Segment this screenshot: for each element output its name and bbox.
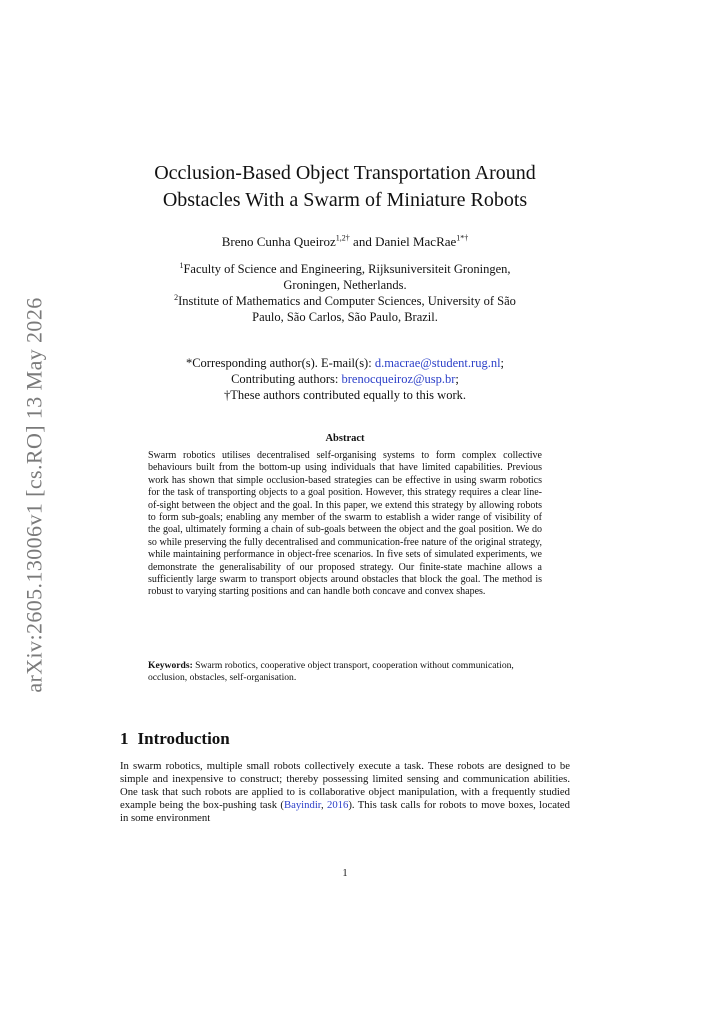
affiliation-1: [120, 261, 570, 293]
equal-contribution-note: †These authors contributed equally to this work.: [224, 388, 466, 402]
abstract-text: Swarm robotics utilises decentralised self-organising systems to form complex collective behaviours built from the bottom-up using individuals that have limited capabilities. Previous work has shown that simple occlusion-based strategies can be effective in using swarm robotics for the task of transporting objects to a goal position. However, this strategy requires a clear line-of-sight between the object and the goal. In this paper, we extend this strategy by allowing robots to form sub-goals; enabling any member of the swarm to establish a wider range of visibility of the goal, ultimately forming a chain of sub-goals between the object and the goal position. We do so while preserving the fully decentralised and communication-free nature of the original strategy, while maintaining performance in object-free scenarios. In five sets of simulated experiments, we demonstrate the generalisability of our proposed strategy. Our finite-state machine allows a sufficiently large swarm to transport objects around obstacles that block the goal. The method is robust to varying starting positions and can handle both concave and convex shapes.: [148, 450, 542, 598]
intro-text-part-2: ). This task calls for robots to move boxes, located in some environment: [120, 798, 571, 824]
correspondence-block: [120, 355, 570, 403]
title-line-2: Obstacles With a Swarm of Miniature Robots: [162, 189, 528, 211]
affiliation-2-number: 2: [174, 292, 179, 302]
corresponding-email-link[interactable]: d.macrae@student.rug.nl: [374, 356, 501, 370]
page-number: 1: [342, 868, 348, 879]
author-1: Breno Cunha Queiroz: [221, 234, 336, 249]
keywords-label: Keywords:: [148, 660, 193, 671]
intro-text-part-1: In swarm robotics, multiple small robots collectively execute a task. These robots are designed to be simple and inexpensive to construct; thereby possessing limited sensing and communication abilities. One task that such robots are applied to is collaborative object manipulation, with a frequently studied example being the box-pushing task (: [120, 760, 570, 811]
author-1-affiliation: 1,2†: [335, 233, 350, 243]
section-number: 1: [120, 729, 129, 748]
corresponding-author: [120, 355, 570, 371]
paper-title: [120, 160, 570, 214]
affiliation-2-line-1: Institute of Mathematics and Computer Sciences, University of São: [178, 294, 516, 308]
citation-author-link[interactable]: Bayindir: [283, 798, 321, 811]
affiliation-1-number: 1: [179, 260, 184, 270]
corresponding-suffix: ;: [500, 356, 505, 370]
contributing-email-link[interactable]: brenocqueiroz@usp.br: [341, 372, 456, 386]
arxiv-identifier-text: arXiv:2605.13006v1 [cs.RO] 13 May 2026: [22, 297, 47, 693]
affiliation-2-line-2: Paulo, São Carlos, São Paulo, Brazil.: [252, 310, 438, 324]
keywords-text: Swarm robotics, cooperative object transport, cooperation without communication, occlusion, obstacles, self-organisation.: [148, 660, 517, 683]
affiliations: [120, 261, 570, 325]
arxiv-identifier: [12, 290, 58, 700]
affiliation-1-line-1: Faculty of Science and Engineering, Rijksuniversiteit Groningen,: [183, 262, 511, 276]
section-title: Introduction: [137, 729, 230, 748]
contributing-suffix: ;: [455, 372, 459, 386]
corresponding-prefix: *Corresponding author(s). E-mail(s):: [185, 356, 375, 370]
author-2-affiliation: 1*†: [456, 233, 469, 243]
keywords: [148, 660, 542, 684]
title-line-1: Occlusion-Based Object Transportation Around: [154, 162, 536, 184]
citation-separator: ,: [320, 798, 327, 811]
citation-year-link[interactable]: 2016: [326, 798, 349, 811]
affiliation-1-line-2: Groningen, Netherlands.: [283, 278, 407, 292]
affiliation-2: [120, 293, 570, 325]
contributing-prefix: Contributing authors:: [231, 372, 342, 386]
contributing-authors: [120, 371, 570, 387]
abstract-heading: Abstract: [325, 433, 365, 444]
introduction-paragraph: [120, 760, 570, 825]
author-2: Daniel MacRae: [375, 234, 457, 249]
section-heading-introduction: [120, 729, 230, 749]
author-conjunction: and: [349, 234, 376, 249]
author-list: [120, 234, 570, 250]
